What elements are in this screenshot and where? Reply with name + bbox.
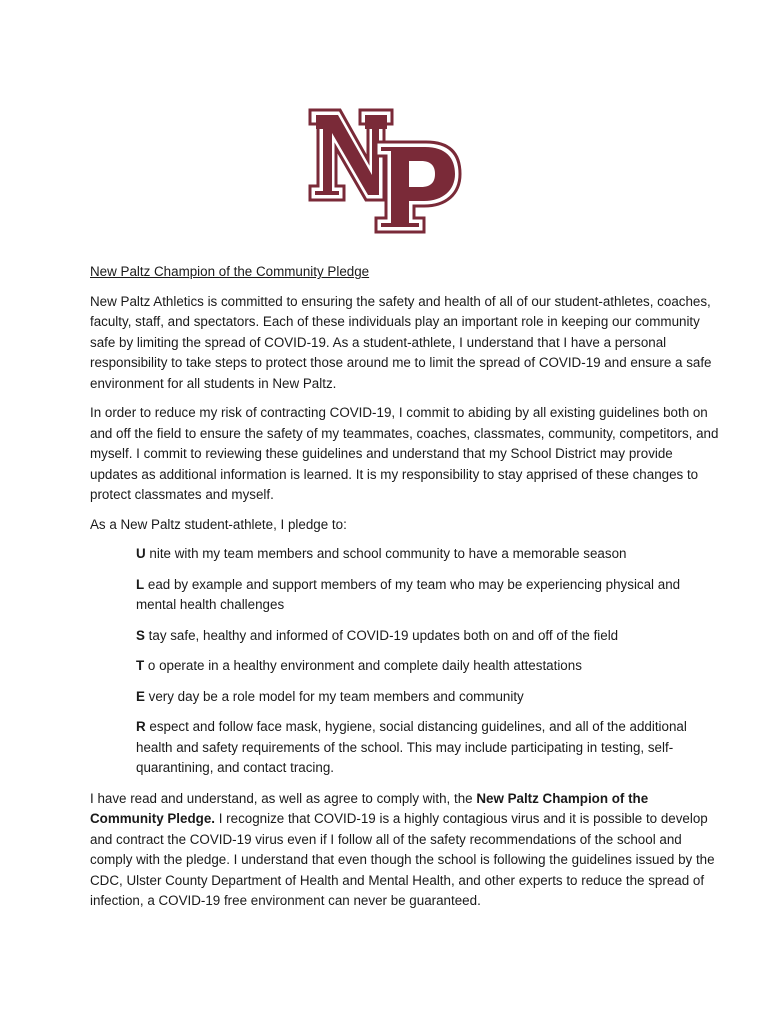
np-logo <box>306 104 464 237</box>
pledge-intro: As a New Paltz student-athlete, I pledge to: <box>90 516 347 532</box>
acknowledgement-pledge-name: New Paltz Champion of the Community Pledge. <box>90 790 649 826</box>
pledge-item-every <box>136 687 720 708</box>
pledge-text: tay safe, healthy and informed of COVID-19 updates both on and off of the field <box>144 627 619 643</box>
pledge-letter: R <box>136 719 146 734</box>
paragraph-acknowledgement <box>90 789 720 912</box>
pledge-letter: T <box>136 658 145 673</box>
acknowledgement-after: I recognize that COVID-19 is a highly contagious virus and it is possible to develop and contract the COVID-19 virus even if I follow all of the safety recommendations of the school and comply with the pledge. I understand that even though the school is following the guidelines issued by the CDC, Ulster County Department of Health and Mental Health, and other experts to reduce the spread of infection, a COVID-19 free environment can never be guaranteed. <box>90 811 715 908</box>
pledge-list <box>90 544 720 779</box>
pledge-text: very day be a role model for my team members and community <box>144 688 524 704</box>
pledge-item-lead <box>136 575 720 616</box>
pledge-text: nite with my team members and school community to have a memorable season <box>145 546 627 561</box>
pledge-item-respect <box>136 717 720 779</box>
pledge-text: ead by example and support members of my team who may be experiencing physical and mental health challenges <box>136 576 681 612</box>
pledge-text: o operate in a healthy environment and complete daily health attestations <box>144 658 582 673</box>
paragraph-guidelines: In order to reduce my risk of contracting COVID-19, I commit to abiding by all existing guidelines both on and off the field to ensure the safety of my teammates, coaches, classmates, community, competitors, and myself. I commit to reviewing these guidelines and understand that my School District may provide updates as additional information is learned. It is my responsibility to stay apprised of these changes to protect classmates and myself. <box>90 405 719 502</box>
pledge-letter: L <box>136 576 145 592</box>
pledge-item-unite <box>136 544 720 565</box>
acknowledgement-before: I have read and understand, as well as agree to comply with, the <box>90 790 477 806</box>
pledge-item-stay <box>136 626 720 647</box>
paragraph-commitment: New Paltz Athletics is committed to ensuring the safety and health of all of our student-athletes, coaches, faculty, staff, and spectators. Each of these individuals play an important role in keeping our community safe by limiting the spread of COVID-19. As a student-athlete, I understand that I have a personal responsibility to take steps to protect those around me to limit the spread of COVID-19 and ensure a safe environment for all students in New Paltz. <box>90 293 712 391</box>
pledge-letter: E <box>136 688 145 704</box>
pledge-document <box>90 262 720 912</box>
logo-letter-p <box>376 142 460 232</box>
pledge-item-to <box>136 656 720 677</box>
pledge-letter: U <box>136 546 146 561</box>
pledge-text: espect and follow face mask, hygiene, social distancing guidelines, and all of the additional health and safety requirements of the school. This may include participating in testing, self-quarantining, and contact tracing. <box>136 719 687 775</box>
document-title: New Paltz Champion of the Community Pledge <box>90 264 370 279</box>
pledge-letter: S <box>136 627 145 643</box>
